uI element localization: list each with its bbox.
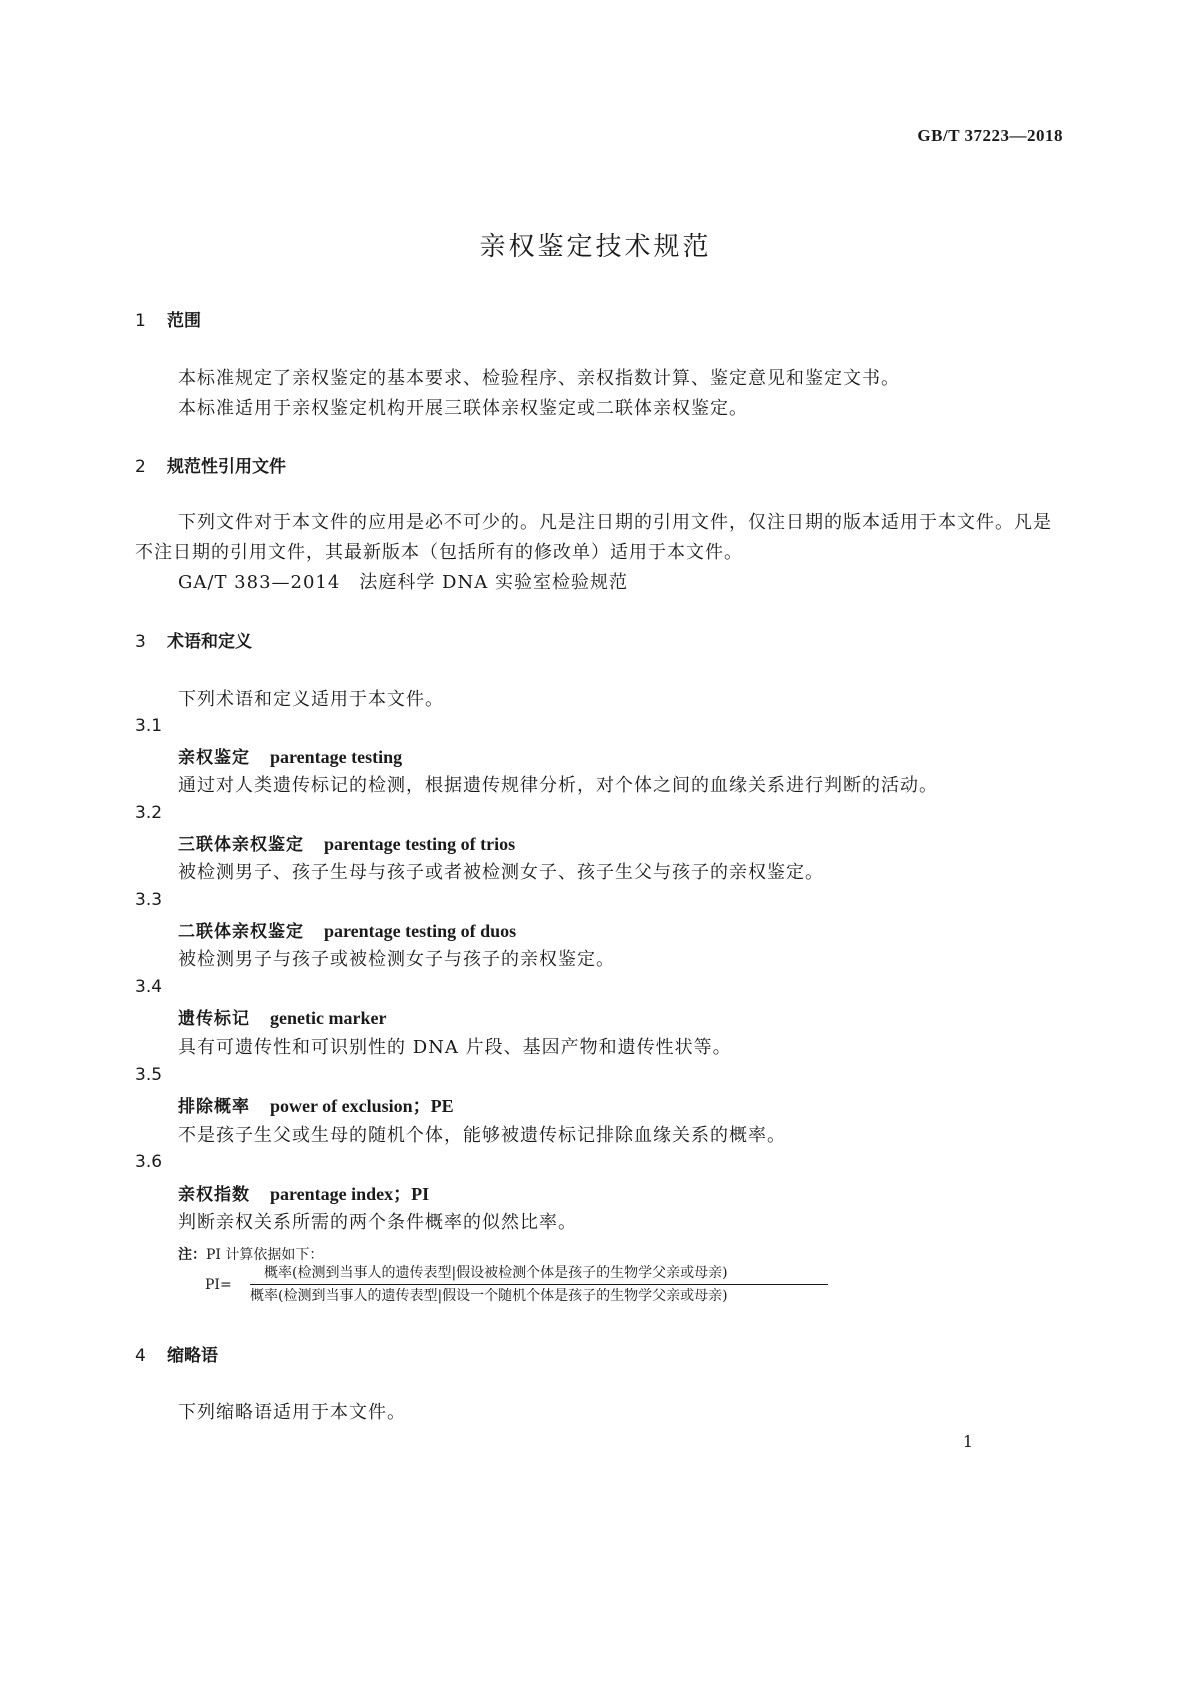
section-3-intro: 下列术语和定义适用于本文件。 xyxy=(178,689,444,710)
standard-code: GB/T 37223—2018 xyxy=(917,126,1063,145)
section-title: 范围 xyxy=(167,311,201,331)
section-2-heading xyxy=(135,452,286,477)
term-number: 3.3 xyxy=(135,890,163,910)
formula-fraction xyxy=(250,1264,828,1305)
term-number: 3.1 xyxy=(135,716,163,736)
section-number: 1 xyxy=(135,311,146,331)
term-en: power of exclusion；PE xyxy=(270,1096,454,1116)
term-definition: 通过对人类遗传标记的检测，根据遗传规律分析，对个体之间的血缘关系进行判断的活动。 xyxy=(178,775,938,796)
section-title: 规范性引用文件 xyxy=(167,457,286,477)
term-number: 3.2 xyxy=(135,803,163,823)
term-number: 3.6 xyxy=(135,1152,163,1172)
term-en: parentage testing xyxy=(270,747,403,767)
formula-denominator: 概率(检测到当事人的遗传表型|假设一个随机个体是孩子的生物学父亲或母亲) xyxy=(250,1288,728,1304)
term-definition: 具有可遗传性和可识别性的 DNA 片段、基因产物和遗传性状等。 xyxy=(178,1037,732,1058)
term-zh: 亲权鉴定 xyxy=(178,748,250,768)
term-heading xyxy=(178,1004,386,1029)
term-definition: 判断亲权关系所需的两个条件概率的似然比率。 xyxy=(178,1212,577,1233)
section-number: 4 xyxy=(135,1346,146,1366)
term-zh: 排除概率 xyxy=(178,1097,250,1117)
term-heading xyxy=(178,1180,429,1206)
section-1-heading xyxy=(135,306,201,331)
term-heading xyxy=(178,917,516,942)
term-zh: 三联体亲权鉴定 xyxy=(178,835,304,855)
term-zh: 二联体亲权鉴定 xyxy=(178,922,304,942)
term-zh: 遗传标记 xyxy=(178,1009,250,1029)
term-en: parentage index；PI xyxy=(270,1184,430,1204)
page-number: 1 xyxy=(962,1432,973,1451)
term-en: parentage testing of trios xyxy=(324,834,516,854)
section-3-heading xyxy=(135,627,252,652)
note xyxy=(178,1244,323,1264)
section-number: 3 xyxy=(135,632,146,652)
note-label: 注： xyxy=(178,1247,206,1263)
term-heading xyxy=(178,830,515,855)
section-4-paragraph-1: 下列缩略语适用于本文件。 xyxy=(178,1402,406,1423)
section-4-heading xyxy=(135,1341,218,1366)
term-zh: 亲权指数 xyxy=(178,1185,250,1205)
term-number: 3.4 xyxy=(135,977,163,997)
document-title: 亲权鉴定技术规范 xyxy=(479,232,712,262)
section-2-paragraph-1: 下列文件对于本文件的应用是必不可少的。凡是注日期的引用文件，仅注日期的版本适用于本文件。凡是不注日期的引用文件，其最新版本（包括所有的修改单）适用于本文件。 xyxy=(135,512,1052,563)
section-1-paragraph-2: 本标准适用于亲权鉴定机构开展三联体亲权鉴定或二联体亲权鉴定。 xyxy=(178,398,748,419)
formula-numerator: 概率(检测到当事人的遗传表型|假设被检测个体是孩子的生物学父亲或母亲) xyxy=(264,1265,728,1281)
fraction-bar xyxy=(250,1284,828,1285)
section-title: 术语和定义 xyxy=(167,632,252,652)
section-1-paragraph-1: 本标准规定了亲权鉴定的基本要求、检验程序、亲权指数计算、鉴定意见和鉴定文书。 xyxy=(178,368,900,389)
formula-lhs: PI= xyxy=(205,1277,232,1293)
term-definition: 不是孩子生父或生母的随机个体，能够被遗传标记排除血缘关系的概率。 xyxy=(178,1125,786,1146)
note-text: PI 计算依据如下： xyxy=(206,1247,324,1263)
term-definition: 被检测男子、孩子生母与孩子或者被检测女子、孩子生父与孩子的亲权鉴定。 xyxy=(178,862,824,883)
normative-reference: GA/T 383—2014 法庭科学 DNA 实验室检验规范 xyxy=(178,572,628,593)
section-number: 2 xyxy=(135,457,146,477)
term-en: genetic marker xyxy=(270,1008,387,1028)
term-definition: 被检测男子与孩子或被检测女子与孩子的亲权鉴定。 xyxy=(178,949,615,970)
term-en: parentage testing of duos xyxy=(324,921,517,941)
term-heading xyxy=(178,743,402,768)
term-heading xyxy=(178,1092,454,1118)
section-title: 缩略语 xyxy=(167,1346,218,1366)
term-number: 3.5 xyxy=(135,1065,163,1085)
